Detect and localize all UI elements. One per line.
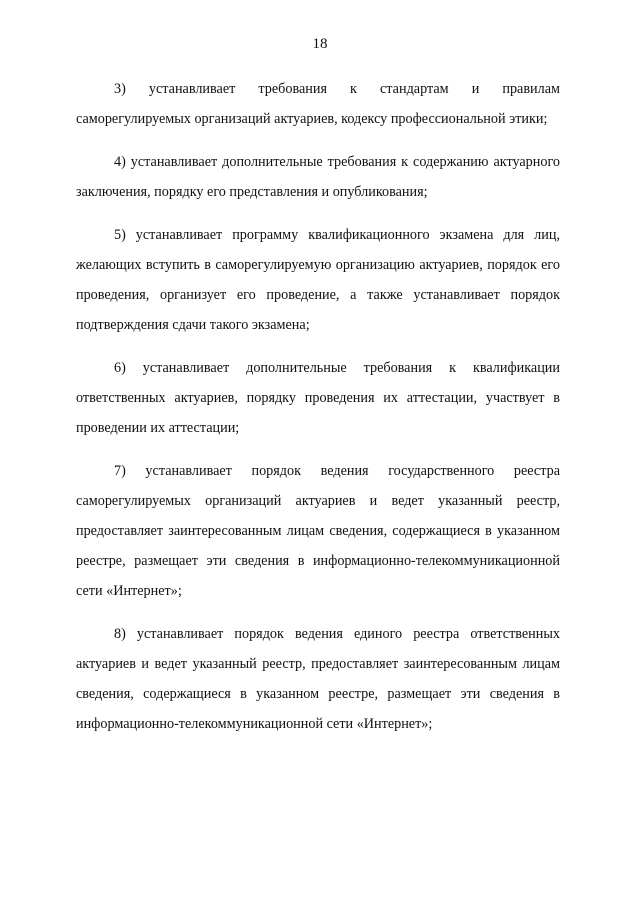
document-body [76,74,560,752]
paragraph-item-6: 6) устанавливает дополнительные требования к квалификации ответственных актуариев, порядку проведения их аттестации, участвует в проведении их аттестации; [76,360,560,436]
paragraph-item-8: 8) устанавливает порядок ведения единого реестра ответственных актуариев и ведет указанный реестр, предоставляет заинтересованным лицам сведения, содержащиеся в указанном реестре, размещает эти сведения в информационно-телекоммуникационной сети «Интернет»; [76,626,560,732]
paragraph-item-3: 3) устанавливает требования к стандартам и правилам саморегулируемых организаций актуариев, кодексу профессиональной этики; [76,81,560,127]
paragraph-item-5: 5) устанавливает программу квалификационного экзамена для лиц, желающих вступить в саморегулируемую организацию актуариев, порядок его проведения, организует его проведение, а также устанавливает порядок подтверждения сдачи такого экзамена; [76,227,560,333]
page-number: 18 [312,36,328,52]
paragraph-item-7: 7) устанавливает порядок ведения государственного реестра саморегулируемых организаций актуариев и ведет указанный реестр, предоставляет заинтересованным лицам сведения, содержащиеся в указанном реестре, размещает эти сведения в информационно-телекоммуникационной сети «Интернет»; [76,463,560,599]
paragraph-item-4: 4) устанавливает дополнительные требования к содержанию актуарного заключения, порядку его представления и опубликования; [76,154,560,200]
